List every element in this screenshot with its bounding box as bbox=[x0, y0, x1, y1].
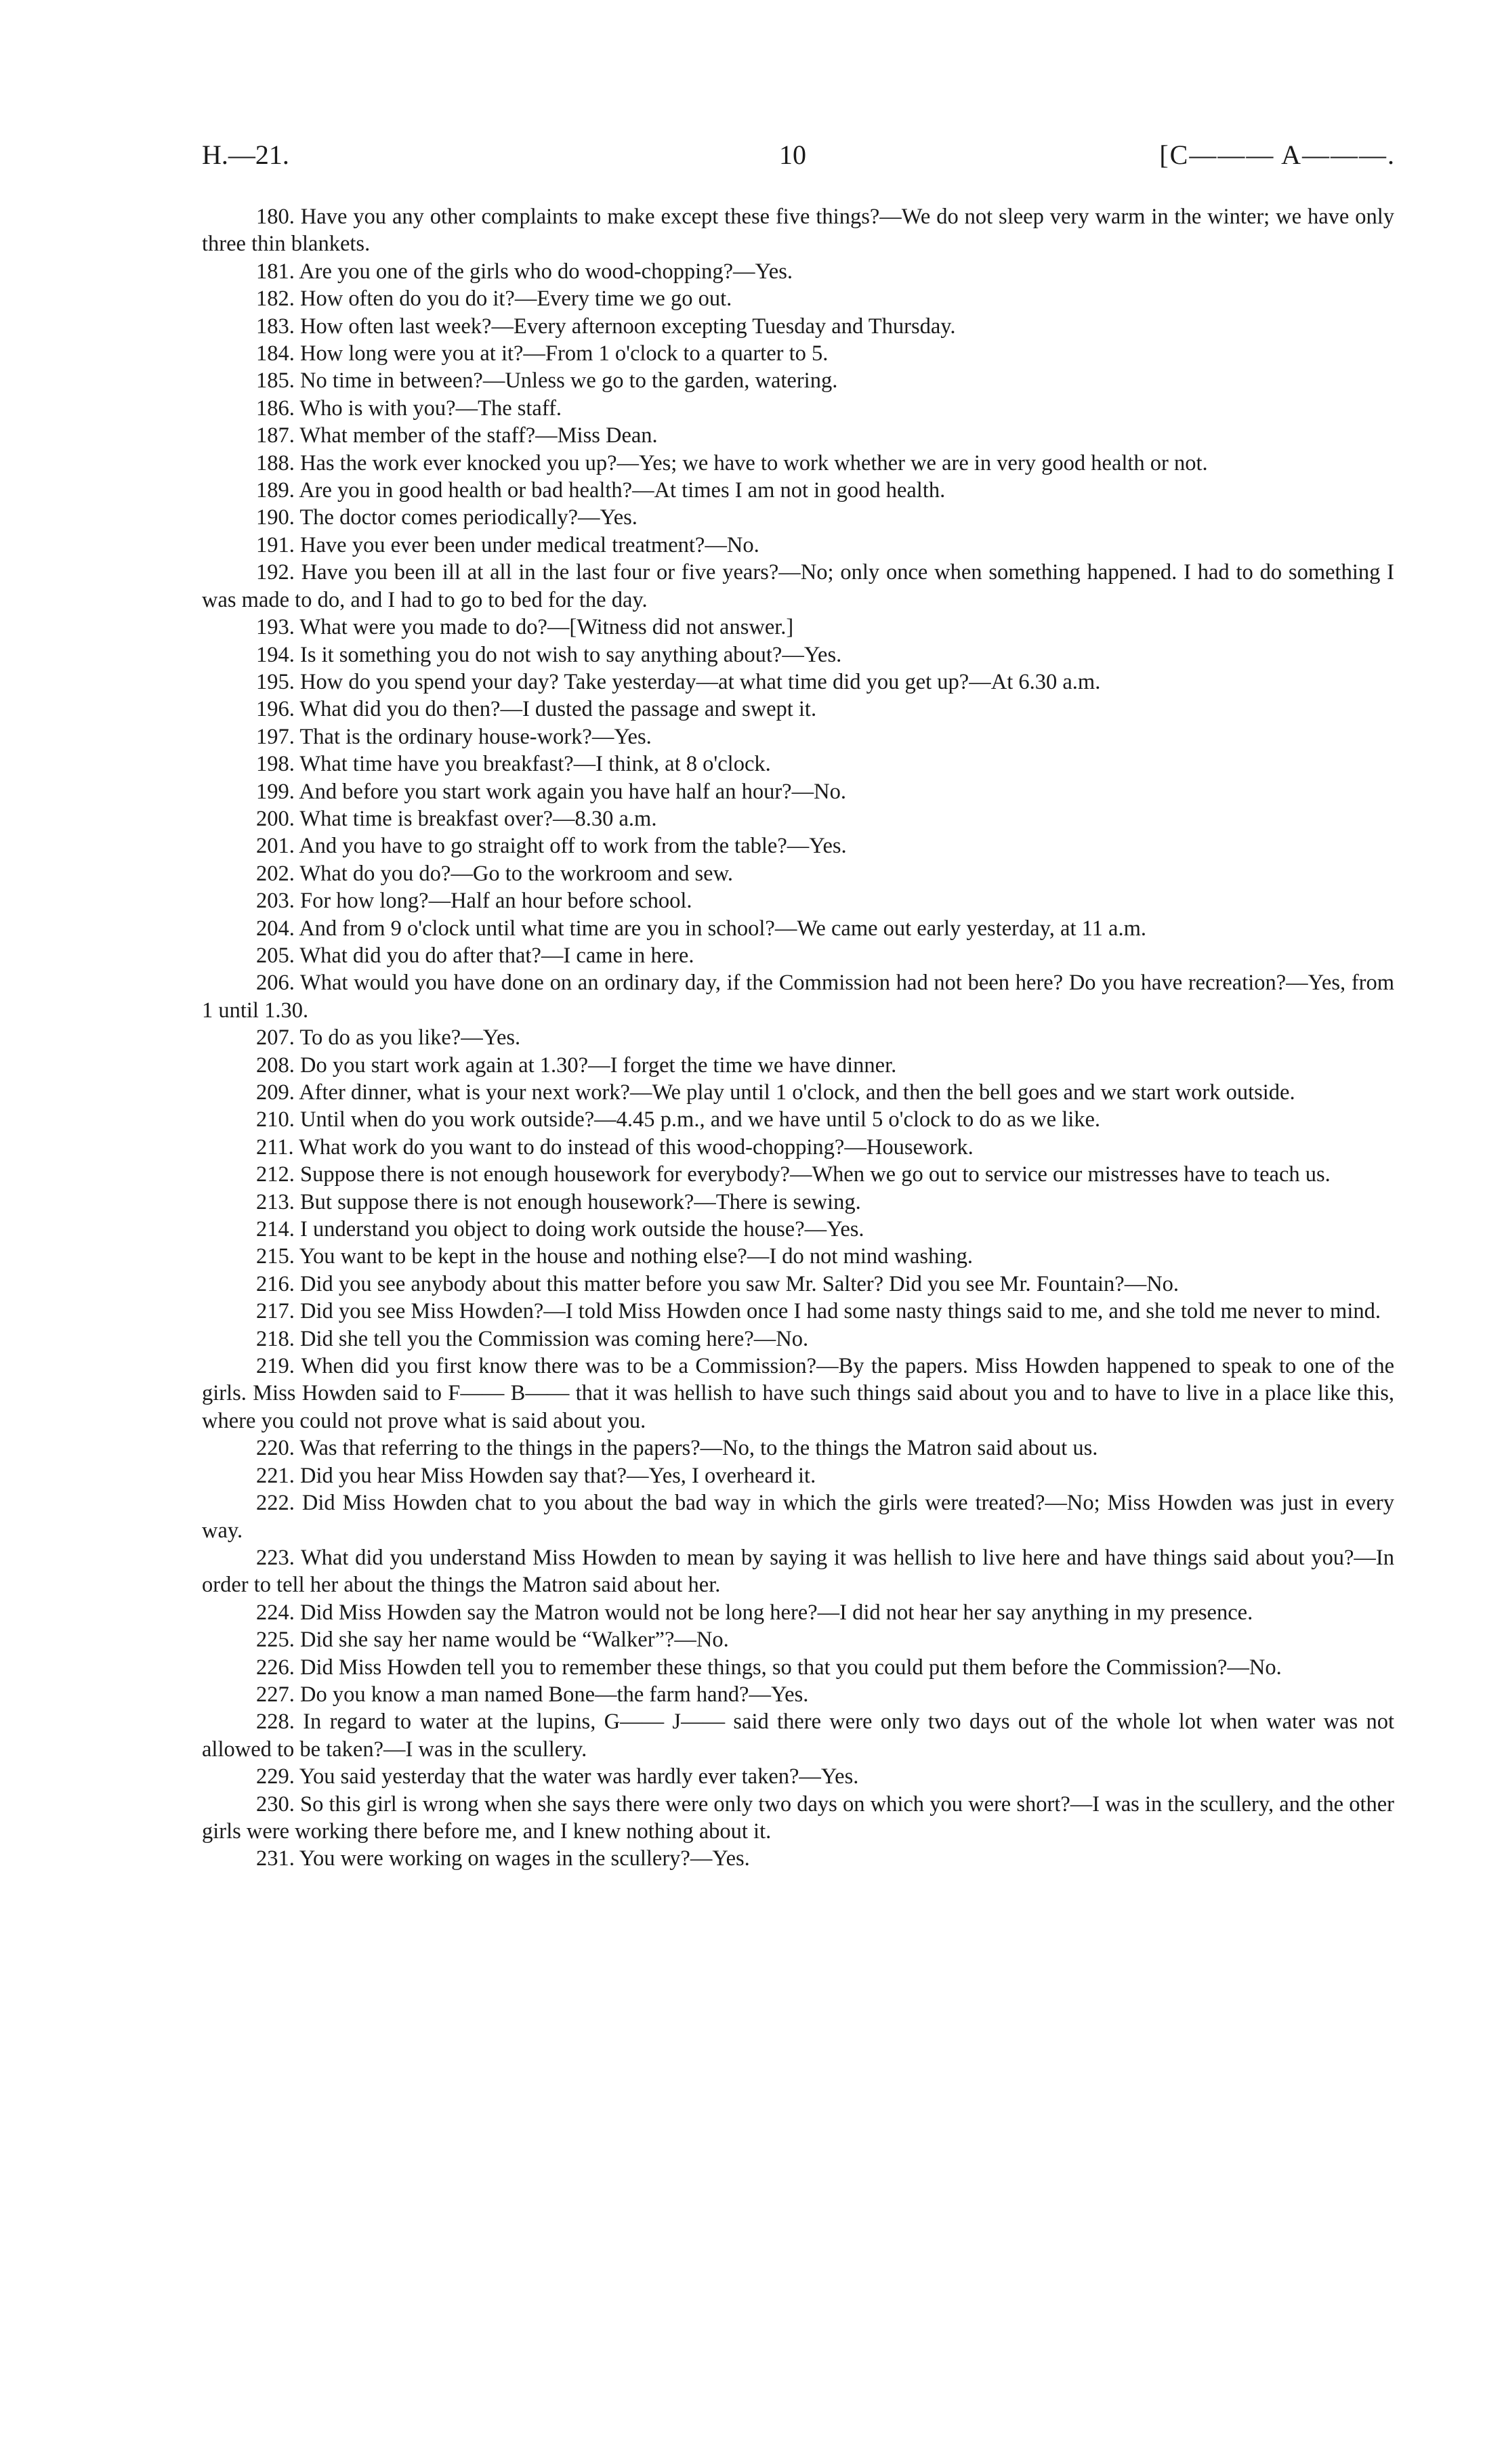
question-answer: 220. Was that referring to the things in the papers?—No, to the things the Matron said about us. bbox=[256, 1436, 1098, 1461]
question-answer: 196. What did you do then?—I dusted the passage and swept it. bbox=[256, 697, 817, 722]
question-answer: 224. Did Miss Howden say the Matron would not be long here?—I did not hear her say anything in my presence. bbox=[256, 1600, 1253, 1625]
question-answer: 211. What work do you want to do instead of this wood-chopping?—Housework. bbox=[256, 1134, 974, 1160]
question-answer: 225. Did she say her name would be “Walker”?—No. bbox=[256, 1628, 729, 1653]
question-answer: 221. Did you hear Miss Howden say that?—Yes, I overheard it. bbox=[256, 1463, 816, 1488]
question-answer: 194. Is it something you do not wish to say anything about?—Yes. bbox=[256, 642, 842, 667]
question-answer: 209. After dinner, what is your next work?—We play until 1 o'clock, and then the bell goes and we start work outside. bbox=[256, 1080, 1295, 1105]
question-answer: 180. Have you any other complaints to make except these five things?—We do not sleep very warm in the winter; we have only three thin blankets. bbox=[202, 205, 1394, 257]
question-answer: 213. But suppose there is not enough housework?—There is sewing. bbox=[256, 1189, 861, 1214]
question-answer: 187. What member of the staff?—Miss Dean. bbox=[256, 423, 658, 448]
question-answer: 193. What were you made to do?—[Witness did not answer.] bbox=[256, 615, 794, 640]
question-answer: 198. What time have you breakfast?—I think, at 8 o'clock. bbox=[256, 752, 771, 777]
question-answer: 203. For how long?—Half an hour before school. bbox=[256, 889, 692, 914]
question-answer: 199. And before you start work again you have half an hour?—No. bbox=[256, 779, 846, 804]
question-answer: 192. Have you been ill at all in the last four or five years?—No; only once when something happened. I had to do something I was made to do, and I had to go to bed for the day. bbox=[202, 560, 1394, 612]
question-answer: 183. How often last week?—Every afternoon excepting Tuesday and Thursday. bbox=[256, 314, 956, 339]
question-answer: 206. What would you have done on an ordinary day, if the Commission had not been here? Do you have recreation?—Yes, from 1 until 1.30. bbox=[202, 971, 1394, 1023]
question-answer: 201. And you have to go straight off to work from the table?—Yes. bbox=[256, 834, 847, 859]
question-answer: 217. Did you see Miss Howden?—I told Miss Howden once I had some nasty things said to me, and she told me never to mind. bbox=[256, 1299, 1381, 1324]
question-answer: 202. What do you do?—Go to the workroom and sew. bbox=[256, 861, 734, 886]
question-answer: 214. I understand you object to doing work outside the house?—Yes. bbox=[256, 1217, 864, 1242]
question-answer: 191. Have you ever been under medical treatment?—No. bbox=[256, 532, 759, 557]
question-answer: 223. What did you understand Miss Howden to mean by saying it was hellish to live here and have things said about you?—In order to tell her about the things the Matron said about her. bbox=[202, 1545, 1394, 1598]
question-answer: 200. What time is breakfast over?—8.30 a.m. bbox=[256, 806, 657, 831]
question-answer: 204. And from 9 o'clock until what time are you in school?—We came out early yesterday, at 11 a.m. bbox=[256, 916, 1146, 941]
question-answer: 207. To do as you like?—Yes. bbox=[256, 1025, 521, 1050]
question-answer: 218. Did she tell you the Commission was coming here?—No. bbox=[256, 1326, 809, 1351]
question-answer: 219. When did you first know there was to be a Commission?—By the papers. Miss Howden happened to speak to one of the girls. Miss Howden said to F—— B—— that it was hellish to have such things said about you and to have to live in a place like this, where you could not prove what is said about you. bbox=[202, 1354, 1394, 1433]
question-answer: 184. How long were you at it?—From 1 o'clock to a quarter to 5. bbox=[256, 341, 829, 366]
question-answer: 189. Are you in good health or bad health?—At times I am not in good health. bbox=[256, 478, 946, 503]
question-answer: 205. What did you do after that?—I came in here. bbox=[256, 943, 694, 968]
question-answer: 210. Until when do you work outside?—4.45 p.m., and we have until 5 o'clock to do as we like. bbox=[256, 1107, 1101, 1132]
question-answer: 208. Do you start work again at 1.30?—I forget the time we have dinner. bbox=[256, 1053, 897, 1078]
question-answer: 222. Did Miss Howden chat to you about the bad way in which the girls were treated?—No; Miss Howden was just in every way. bbox=[202, 1491, 1394, 1543]
question-answer: 216. Did you see anybody about this matter before you saw Mr. Salter? Did you see Mr. Fountain?—No. bbox=[256, 1271, 1179, 1296]
question-answer: 227. Do you know a man named Bone—the farm hand?—Yes. bbox=[256, 1682, 809, 1707]
question-answer: 230. So this girl is wrong when she says there were only two days on which you were short?—I was in the scullery, and the other girls were working there before me, and I knew nothing about it. bbox=[202, 1791, 1394, 1844]
section-marker: [C——— A———. bbox=[1159, 140, 1396, 170]
question-answer: 182. How often do you do it?—Every time we go out. bbox=[256, 286, 732, 312]
question-answer: 185. No time in between?—Unless we go to the garden, watering. bbox=[256, 368, 838, 394]
page-header bbox=[202, 139, 1396, 179]
testimony-text bbox=[202, 203, 1394, 1873]
question-answer: 226. Did Miss Howden tell you to remember these things, so that you could put them before the Commission?—No. bbox=[256, 1655, 1282, 1680]
question-answer: 228. In regard to water at the lupins, G—— J—— said there were only two days out of the whole lot when water was not allowed to be taken?—I was in the scullery. bbox=[202, 1709, 1394, 1762]
question-answer: 186. Who is with you?—The staff. bbox=[256, 396, 562, 421]
question-answer: 190. The doctor comes periodically?—Yes. bbox=[256, 505, 638, 530]
question-answer: 188. Has the work ever knocked you up?—Yes; we have to work whether we are in very good health or not. bbox=[256, 450, 1208, 475]
question-answer: 215. You want to be kept in the house and nothing else?—I do not mind washing. bbox=[256, 1244, 973, 1269]
page-number: 10 bbox=[779, 140, 806, 170]
question-answer: 195. How do you spend your day? Take yesterday—at what time did you get up?—At 6.30 a.m. bbox=[256, 669, 1101, 694]
question-answer: 229. You said yesterday that the water was hardly ever taken?—Yes. bbox=[256, 1764, 859, 1789]
question-answer: 212. Suppose there is not enough housework for everybody?—When we go out to service our mistresses have to teach us. bbox=[256, 1162, 1331, 1187]
question-answer: 197. That is the ordinary house-work?—Yes. bbox=[256, 724, 652, 749]
question-answer: 181. Are you one of the girls who do wood-chopping?—Yes. bbox=[256, 259, 793, 284]
question-answer: 231. You were working on wages in the scullery?—Yes. bbox=[256, 1846, 750, 1871]
document-reference: H.—21. bbox=[202, 140, 289, 170]
